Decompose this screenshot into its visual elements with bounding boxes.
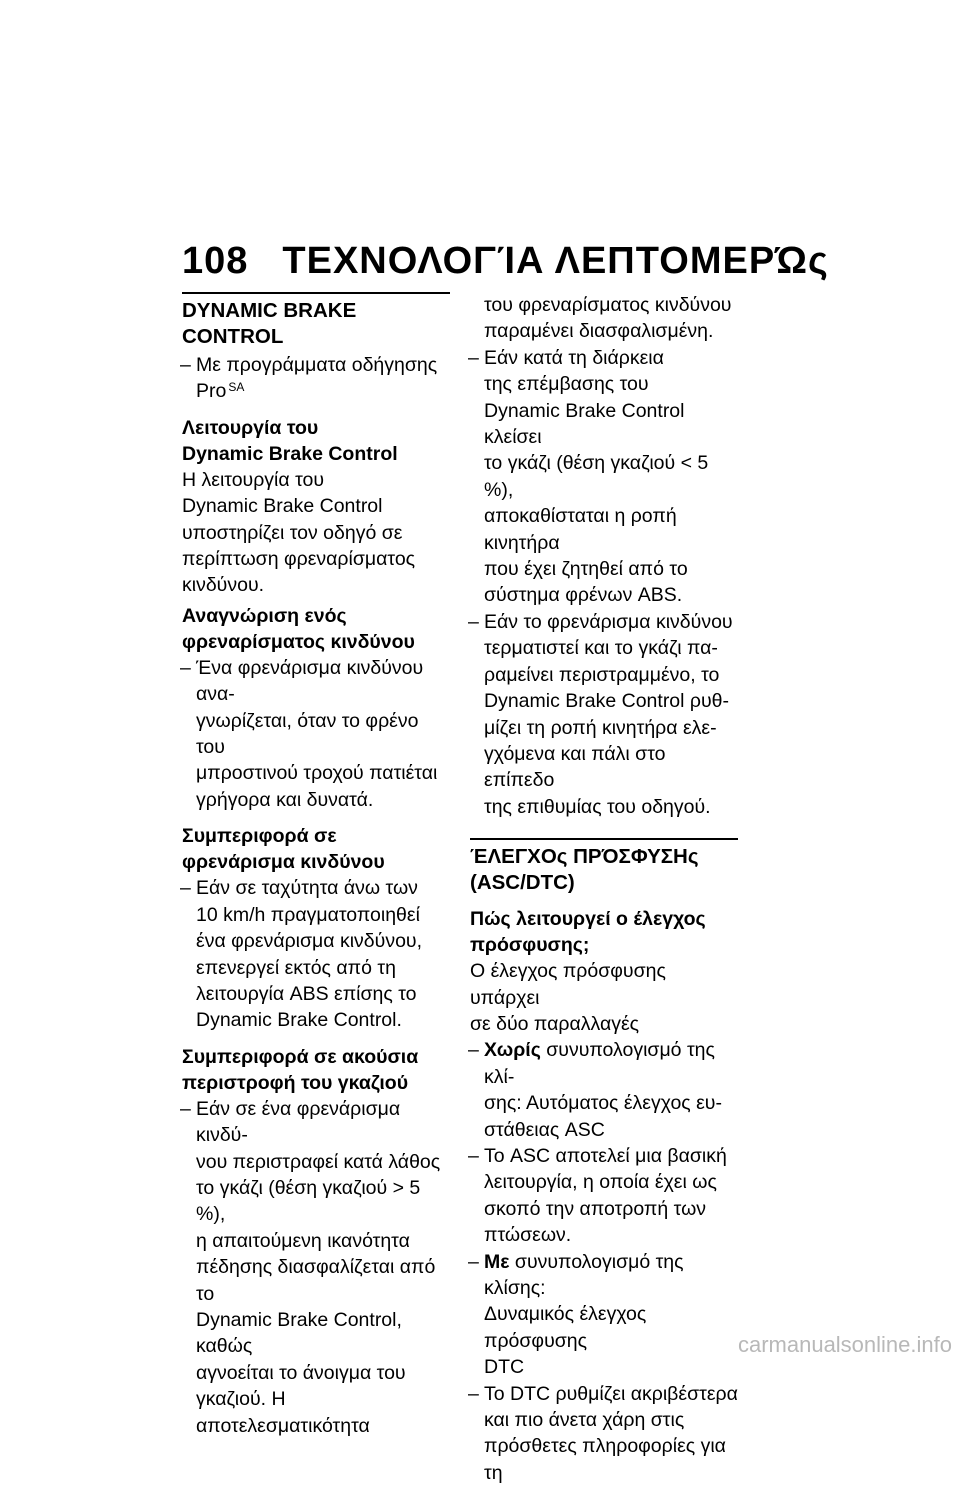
page-number: 108 (182, 240, 249, 282)
unintentional-bullet: – Εάν σε ένα φρενάρισμα κινδύ- νου περιστραφεί κατά λάθος το γκάζι (θέση γκαζιού > 5 %), η απαιτούμενη ικανότητα πέδησης διασφαλίζεται από το Dynamic Brake Control, καθώς αγνοείται το άνοιγμα του γκαζιού. Η αποτελεσματικότητα (182, 1096, 450, 1439)
behavior-heading: Συμπεριφορά σε φρενάρισμα κινδύνου (182, 825, 385, 874)
page-header (182, 240, 829, 283)
section-title-asc: ΈΛΕΓΧΟς ΠΡΌΣΦΥΣΗς (ASC/DTC) (470, 845, 699, 895)
variant-dtc-text: συνυπολογισμό της κλίσης: Δυναμικός έλεγχος πρόσφυσης DTC (484, 1250, 684, 1379)
section-title-dbc: DYNAMIC BRAKE CONTROL (182, 299, 357, 348)
behavior-bullet: – Εάν σε ταχύτητα άνω των 10 km/h πραγματοποιηθεί ένα φρενάρισμα κινδύνου, επενεργεί εκτός από τη λειτουργία ABS επίσης το Dynamic Brake Control. (182, 875, 450, 1033)
how-heading: Πώς λειτουργεί ο έλεγχος πρόσφυσης; (470, 908, 706, 957)
intro-bullet (182, 352, 450, 405)
left-column (182, 292, 450, 1439)
dtc-description-bullet: – Το DTC ρυθμίζει ακριβέστερα και πιο άνετα χάρη στις πρόσθετες πληροφορίες για τη (470, 1381, 738, 1486)
chapter-title: ΤΕΧΝΟΛΟΓΊΑ ΛΕΠΤΟΜΕΡΏς (282, 240, 829, 282)
variant-dtc-bullet (470, 1249, 738, 1381)
variant-dtc-bold: Με (484, 1250, 510, 1273)
detection-heading: Αναγνώριση ενός φρεναρίσματος κινδύνου (182, 604, 415, 653)
watermark: carmanualsonline.info (737, 1332, 952, 1357)
unintentional-heading: Συμπεριφορά σε ακούσια περιστροφή του γκαζιού (182, 1045, 419, 1094)
variant-asc-text: συνυπολογισμό της κλί- σης: Αυτόματος έλεγχος ευ- στάθειας ASC (484, 1039, 722, 1141)
how-text: Ο έλεγχος πρόσφυσης υπάρχει σε δύο παραλλαγές (470, 960, 666, 1035)
variant-asc-bullet (470, 1037, 738, 1143)
detection-bullet: – Ένα φρενάρισμα κινδύνου ανα- γνωρίζεται, όταν το φρένο του μπροστινού τροχού πατιέται γρήγορα και δυνατά. (182, 655, 450, 813)
asc-description-bullet: – Το ASC αποτελεί μια βασική λειτουργία, η οποία έχει ως σκοπό την αποτροπή των πτώσεων. (470, 1143, 738, 1249)
intro-bullet-sup: SA (228, 380, 245, 395)
function-text: Η λειτουργία του Dynamic Brake Control υποστηρίζει τον οδηγό σε περίπτωση φρεναρίσματος κινδύνου. (182, 468, 416, 597)
bullet-throttle-open: – Εάν το φρενάρισμα κινδύνου τερματιστεί και το γκάζι πα- ραμείνει περιστραμμένο, το Dynamic Brake Control ρυθ- μίζει τη ροπή κινητήρα ελε- γχόμενα και πάλι στο επίπεδο της επιθυμίας του οδηγού. (470, 609, 738, 820)
intro-bullet-text: Με προγράμματα οδήγησης Pro (196, 354, 438, 403)
function-heading: Λειτουργία του Dynamic Brake Control (182, 416, 398, 465)
variant-asc-bold: Χωρίς (484, 1039, 541, 1062)
continued-text: του φρεναρίσματος κινδύνου παραμένει διασφαλισμένη. (484, 294, 732, 343)
bullet-throttle-closed: – Εάν κατά τη διάρκεια της επέμβασης του Dynamic Brake Control κλείσει το γκάζι (θέση γκαζιού < 5 %), αποκαθίσταται η ροπή κινητήρα που έχει ζητηθεί από το σύστημα φρένων ABS. (470, 345, 738, 609)
right-column (470, 292, 738, 1486)
